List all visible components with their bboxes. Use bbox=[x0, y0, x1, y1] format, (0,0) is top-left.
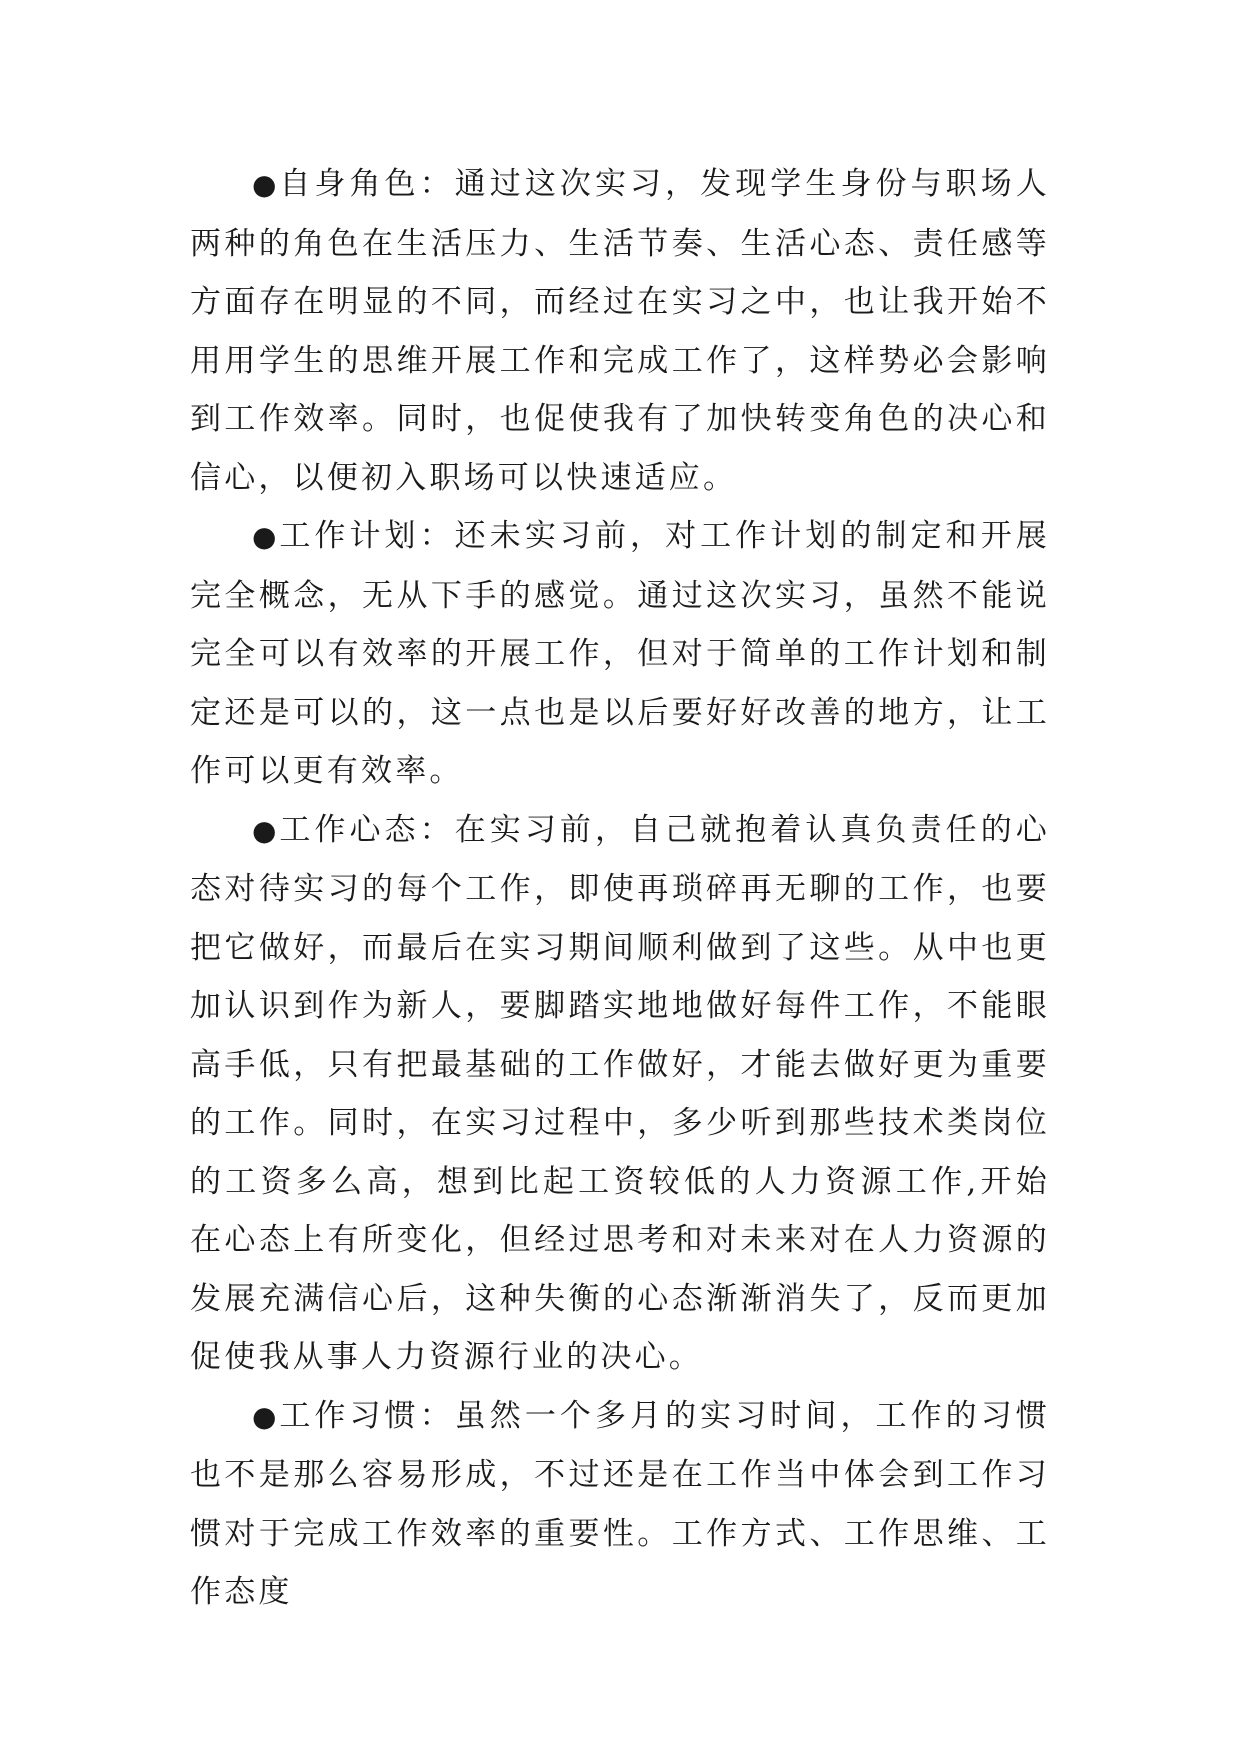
paragraph-work-habits bbox=[190, 1387, 1050, 1622]
paragraph-text: 虽然一个多月的实习时间，工作的习惯也不是那么容易形成，不过还是在工作当中体会到工作习惯对于完成工作效率的重要性。工作方式、工作思维、工作态度 bbox=[190, 1397, 1051, 1610]
bullet-icon: ● bbox=[252, 168, 278, 201]
paragraph-heading: 工作心态： bbox=[279, 811, 455, 848]
bullet-icon: ● bbox=[252, 520, 278, 553]
bullet-icon: ● bbox=[252, 1399, 278, 1433]
paragraph-text: 还未实习前，对工作计划的制定和开展完全概念，无从下手的感觉。通过这次实习，虽然不能说完全可以有效率的开展工作，但对于简单的工作计划和制定还是可以的，这一点也是以后要好好改善的地方，让工作可以更有效率。 bbox=[190, 518, 1051, 789]
paragraph-heading: 自身角色： bbox=[279, 166, 455, 202]
paragraph-heading: 工作习惯： bbox=[279, 1397, 455, 1434]
document-body bbox=[190, 155, 1050, 1622]
paragraph-text: 在实习前，自己就抱着认真负责任的心态对待实习的每个工作，即使再琐碎再无聊的工作，也要把它做好，而最后在实习期间顺利做到了这些。从中也更加认识到作为新人，要脚踏实地地做好每件工作，不能眼高手低，只有把最基础的工作做好，才能去做好更为重要的工作。同时，在实习过程中，多少听到那些技术类岗位的工资多么高，想到比起工资较低的人力资源工作,开始在心态上有所变化，但经过思考和对未来对在人力资源的发展充满信心后，这种失衡的心态渐渐消失了，反而更加促使我从事人力资源行业的决心。 bbox=[190, 811, 1051, 1375]
paragraph-heading: 工作计划： bbox=[279, 518, 455, 554]
bullet-icon: ● bbox=[252, 813, 278, 847]
paragraph-work-mindset bbox=[190, 801, 1050, 1387]
paragraph-work-plan bbox=[190, 507, 1050, 801]
paragraph-self-role bbox=[190, 155, 1050, 507]
paragraph-text: 通过这次实习，发现学生身份与职场人两种的角色在生活压力、生活节奏、生活心态、责任感等方面存在明显的不同，而经过在实习之中，也让我开始不用用学生的思维开展工作和完成工作了，这样势必会影响到工作效率。同时，也促使我有了加快转变角色的决心和信心，以便初入职场可以快速适应。 bbox=[190, 166, 1051, 496]
